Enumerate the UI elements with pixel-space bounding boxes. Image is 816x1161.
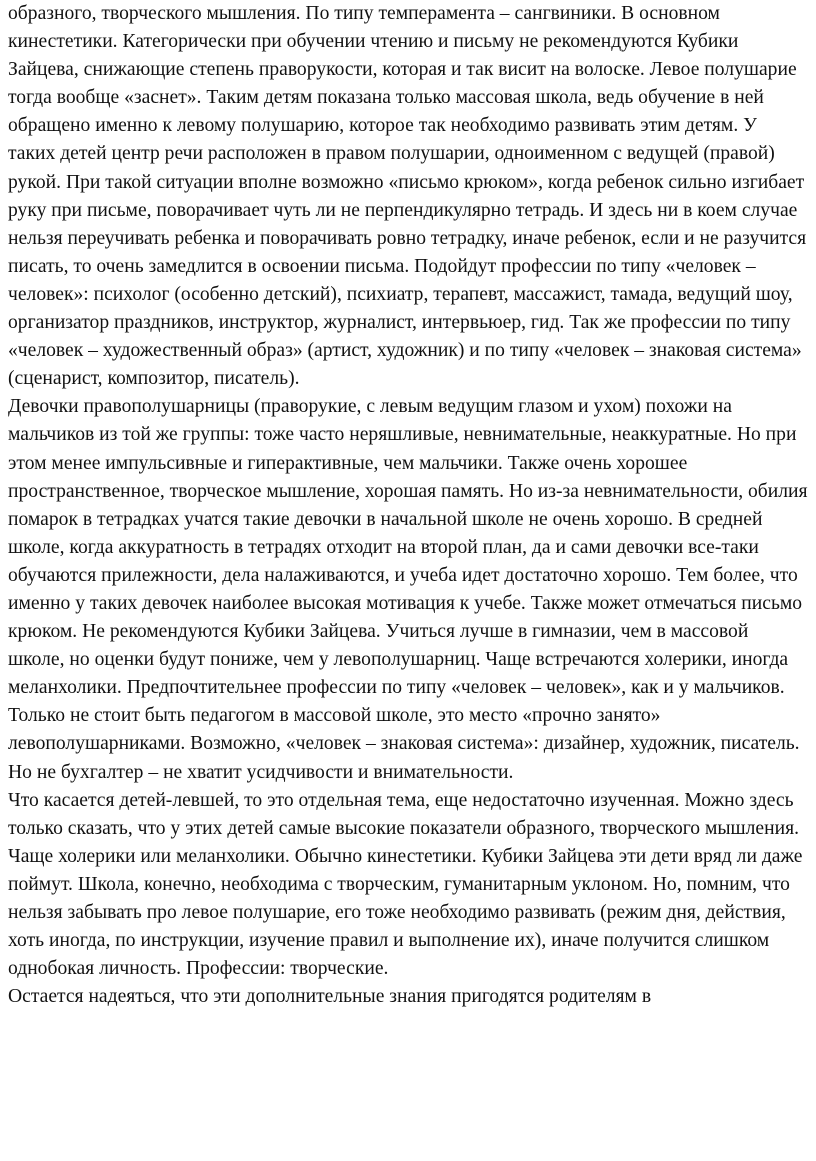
document-page: [8, 0, 808, 1011]
paragraph-right-hemisphere-girls: Девочки правополушарницы (праворукие, с левым ведущим глазом и ухом) похожи на мальчиков из той же группы: тоже часто неряшливые, невнимательные, неаккуратные. Но при этом менее импульсивные и гиперактивные, чем мальчики. Также очень хорошее пространственное, творческое мышление, хорошая память. Но из-за невнимательности, обилия помарок в тетрадках учатся такие девочки в начальной школе не очень хорошо. В средней школе, когда аккуратность в тетрадях отходит на второй план, да и сами девочки все-таки обучаются прилежности, дела налаживаются, и учеба идет достаточно хорошо. Тем более, что именно у таких девочек наиболее высокая мотивация к учебе. Также может отмечаться письмо крюком. Не рекомендуются Кубики Зайцева. Учиться лучше в гимназии, чем в массовой школе, но оценки будут пониже, чем у левополушарниц. Чаще встречаются холерики, иногда меланхолики. Предпочтительнее профессии по типу «человек – человек», как и у мальчиков. Только не стоит быть педагогом в массовой школе, это место «прочно занято» левополушарниками. Возможно, «человек – знаковая система»: дизайнер, художник, писатель. Но не бухгалтер – не хватит усидчивости и внимательности.: [8, 396, 808, 783]
paragraph-right-handed-boys-continued: образного, творческого мышления. По типу темперамента – сангвиники. В основном кинестетики. Категорически при обучении чтению и письму не рекомендуются Кубики Зайцева, снижающие степень праворукости, которая и так висит на волоске. Левое полушарие тогда вообще «заснет». Таким детям показана только массовая школа, ведь обучение в ней обращено именно к левому полушарию, которое так необходимо развивать этим детям. У таких детей центр речи расположен в правом полушарии, одноименном с ведущей (правой) рукой. При такой ситуации вполне возможно «письмо крюком», когда ребенок сильно изгибает руку при письме, поворачивает чуть ли не перпендикулярно тетрадь. И здесь ни в коем случае нельзя переучивать ребенка и поворачивать ровно тетрадку, иначе ребенок, если и не разучится писать, то очень замедлится в освоении письма. Подойдут профессии по типу «человек – человек»: психолог (особенно детский), психиатр, терапевт, массажист, тамада, ведущий шоу, организатор праздников, инструктор, журналист, интервьюер, гид. Так же профессии по типу «человек – художественный образ» (артист, художник) и по типу «человек – знаковая система» (сценарист, композитор, писатель).: [8, 3, 807, 390]
paragraph-left-handed-children: Что касается детей-левшей, то это отдельная тема, еще недостаточно изученная. Можно здесь только сказать, что у этих детей самые высокие показатели образного, творческого мышления. Чаще холерики или меланхолики. Обычно кинестетики. Кубики Зайцева эти дети вряд ли даже поймут. Школа, конечно, необходима с творческим, гуманитарным уклоном. Но, помним, что нельзя забывать про левое полушарие, его тоже необходимо развивать (режим дня, действия, хоть иногда, по инструкции, изучение правил и выполнение их), иначе получится слишком однобокая личность. Профессии: творческие.: [8, 789, 803, 980]
paragraph-conclusion-start: Остается надеяться, что эти дополнительные знания пригодятся родителям в: [8, 986, 652, 1008]
